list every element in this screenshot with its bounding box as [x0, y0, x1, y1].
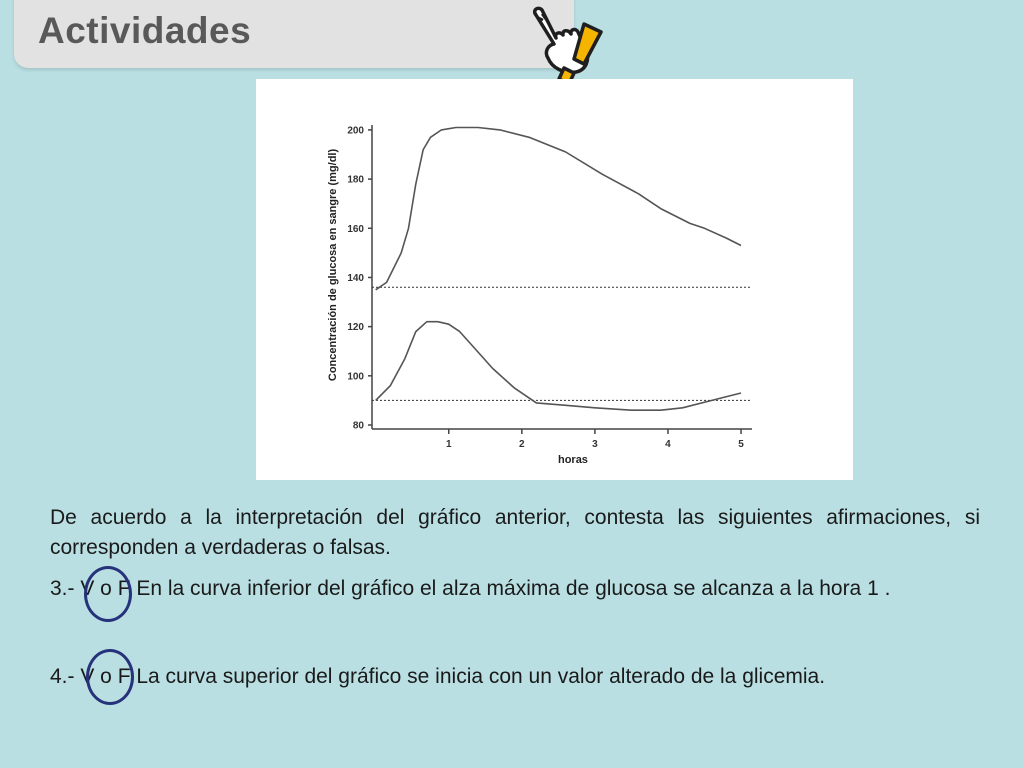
answer-circle-q3 — [84, 566, 132, 622]
x-tick-label: 4 — [665, 439, 671, 450]
y-tick-label: 180 — [347, 174, 364, 186]
x-axis-title: horas — [557, 454, 588, 466]
question-3-text: 3.- V o F En la curva inferior del gráfico el alza máxima de glucosa se alcanza a la hora 1 . — [50, 577, 891, 600]
series-line-1 — [376, 128, 741, 290]
series-line-2 — [376, 322, 741, 411]
page-title: Actividades — [38, 10, 252, 51]
y-tick-label: 80 — [352, 420, 364, 432]
instructions-text: De acuerdo a la interpretación del gráfico anterior, contesta las siguientes afirmaciones, si corresponden a verdaderas o falsas. — [50, 506, 980, 559]
x-tick-label: 3 — [592, 439, 598, 450]
chart-panel — [256, 79, 853, 480]
y-ticks — [347, 125, 372, 431]
series-lines — [376, 128, 741, 411]
y-tick-label: 100 — [347, 371, 364, 383]
x-tick-label: 2 — [519, 439, 525, 450]
x-tick-label: 1 — [445, 439, 452, 450]
y-tick-label: 160 — [347, 223, 364, 235]
y-tick-label: 140 — [347, 272, 364, 284]
glucose-chart — [256, 79, 853, 480]
answer-circle-q4 — [86, 649, 134, 705]
y-tick-label: 200 — [347, 125, 364, 137]
x-ticks — [446, 429, 744, 450]
x-tick-label: 5 — [738, 439, 744, 450]
axes — [372, 125, 752, 429]
reference-lines — [372, 287, 752, 400]
y-axis-title: Concentración de glucosa en sangre (mg/dl) — [327, 148, 339, 382]
question-4-text: 4.- V o F La curva superior del gráfico se inicia con un valor alterado de la glicemia. — [50, 665, 826, 688]
y-tick-label: 120 — [347, 322, 364, 334]
